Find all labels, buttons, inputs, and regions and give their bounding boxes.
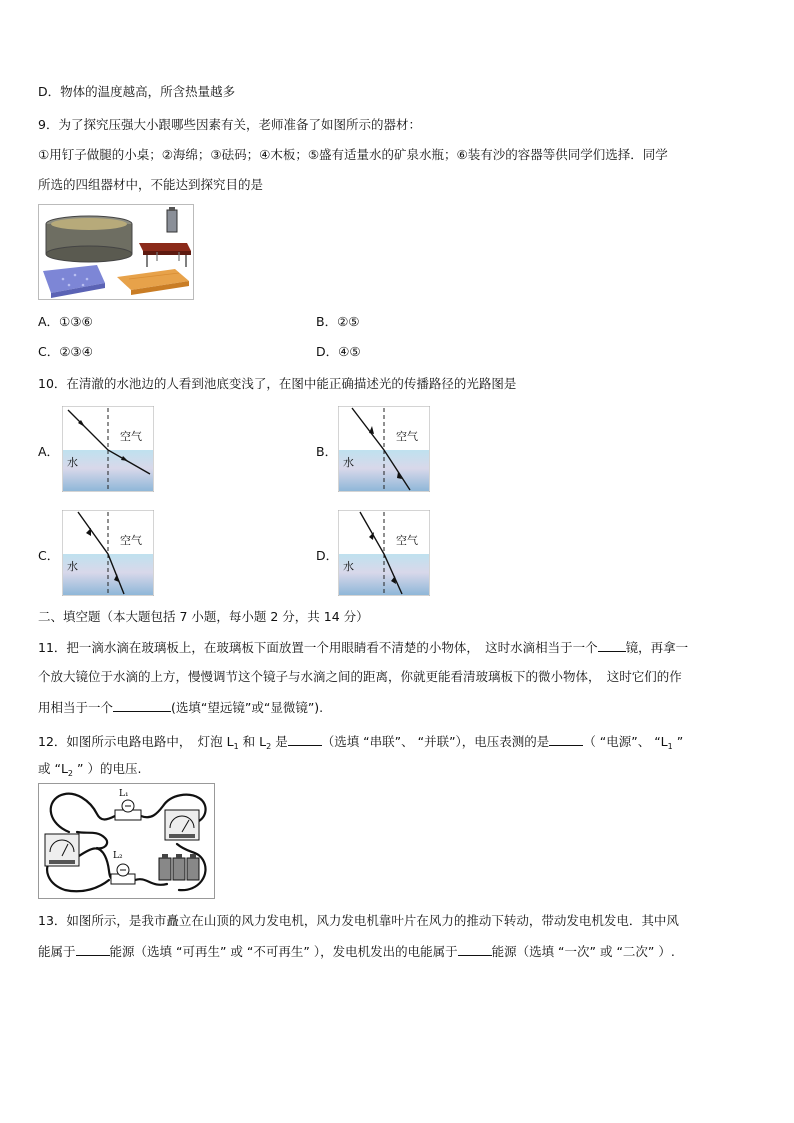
q13-blank-1[interactable] (76, 943, 110, 956)
q11-text-3b: (选填“望远镜”或“显微镜”). (171, 700, 324, 715)
q12-text-4: （选填 “串联”、 “并联”），电压表测的是 (321, 734, 550, 749)
q13-blank-2[interactable] (458, 943, 492, 956)
meter-icon (45, 834, 79, 866)
sand-container-icon (46, 216, 132, 262)
q11-text-1b: 镜，再拿一 (625, 640, 689, 655)
q12-text-5: （ “电源”、 “L (583, 734, 668, 749)
q12-text-7: 或 “L (38, 761, 68, 776)
q10-c-air-label: 空气 (120, 534, 142, 547)
q10-diagram-b (338, 406, 430, 492)
q11-blank-1[interactable] (598, 639, 626, 652)
q11-line-1 (38, 639, 688, 656)
q11-line-2: 个放大镜位于水滴的上方，慢慢调节这个镜子与水滴之间的距离，你就更能看清玻璃板下的微小物体， 这时它们的作 (38, 669, 682, 684)
q12-sub-1: 1 (233, 742, 239, 751)
q12-sub-2: 2 (266, 742, 272, 751)
q9-stem-line-3: 所选的四组器材中，不能达到探究目的是 (38, 177, 264, 192)
q10-stem: 10．在清澈的水池边的人看到池底变浅了，在图中能正确描述光的传播路径的光路图是 (38, 376, 517, 391)
sponge-icon (43, 265, 105, 298)
q13-text-2: 能源（选填 “可再生” 或 “不可再生” ），发电机发出的电能属于 (109, 944, 458, 959)
q13-line-2 (38, 943, 675, 960)
voltmeter-icon (165, 810, 199, 840)
q12-text-2: 和 L (238, 734, 267, 749)
q9-stem-line-1: 9．为了探究压强大小跟哪些因素有关，老师准备了如图所示的器材： (38, 117, 421, 132)
q10-d-water-label: 水 (343, 560, 354, 573)
q12-text-6: ” (672, 734, 684, 749)
q13-text-3: 能源（选填 “一次” 或 “二次” ）. (491, 944, 675, 959)
q12-blank-1[interactable] (288, 733, 322, 746)
q12-sub-3: 1 (667, 742, 673, 751)
q11-text-3a: 用相当于一个 (38, 700, 114, 715)
q13-line-1: 13．如图所示，是我市矗立在山顶的风力发电机，风力发电机靠叶片在风力的推动下转动，带动发电机发电．其中风 (38, 913, 679, 928)
q12-text-1: 12．如图所示电路电路中， 灯泡 L (38, 734, 234, 749)
q12-blank-2[interactable] (549, 733, 583, 746)
q9-option-a: A．①③⑥ (38, 314, 93, 329)
q10-option-a-label: A． (38, 444, 60, 459)
q9-option-b: B．②⑤ (316, 314, 360, 329)
q11-line-3 (38, 699, 323, 716)
q13-text-1: 能属于 (38, 944, 76, 959)
q10-option-b-label: B． (316, 444, 338, 459)
bulb-l2-icon (111, 864, 135, 884)
q9-option-c: C．②③④ (38, 344, 93, 359)
q10-b-air-label: 空气 (396, 430, 418, 443)
nail-table-icon (139, 243, 191, 267)
q10-a-air-label: 空气 (120, 430, 142, 443)
q10-option-d-label: D． (316, 548, 339, 563)
weight-icon (167, 207, 177, 232)
q10-option-c-label: C． (38, 548, 60, 563)
q12-sub-4: 2 (67, 769, 74, 778)
q10-d-air-label: 空气 (396, 534, 418, 547)
section-2-title: 二、填空题（本大题包括 7 小题，每小题 2 分，共 14 分） (38, 609, 369, 624)
q10-a-water-label: 水 (67, 456, 78, 469)
bulb-l1-icon (115, 800, 141, 820)
q9-option-d: D．④⑤ (316, 344, 361, 359)
q10-c-water-label: 水 (67, 560, 78, 573)
q12-circuit-figure (38, 783, 215, 899)
q9-stem-line-2: ①用钉子做腿的小桌；②海绵；③砝码；④木板；⑤盛有适量水的矿泉水瓶；⑥装有沙的容器等供同学们选择．同学 (38, 147, 668, 162)
q10-b-water-label: 水 (343, 456, 354, 469)
q11-text-1a: 11．把一滴水滴在玻璃板上，在玻璃板下面放置一个用眼睛看不清楚的小物体， 这时水滴相当于一个 (38, 640, 598, 655)
q11-blank-2[interactable] (113, 699, 171, 712)
q12-line-1 (38, 733, 683, 755)
q8-option-d: D．物体的温度越高，所含热量越多 (38, 84, 236, 99)
l1-label: L₁ (119, 789, 129, 799)
q12-line-2 (38, 761, 141, 782)
q12-text-3: 是 (271, 734, 288, 749)
q10-diagram-d (338, 510, 430, 596)
battery-icon (159, 854, 199, 880)
q9-equipment-figure (38, 204, 194, 300)
q10-diagram-a (62, 406, 154, 492)
wood-board-icon (117, 269, 189, 295)
l2-label: L₂ (113, 851, 123, 861)
q12-text-8: ” ）的电压. (73, 761, 142, 776)
q10-diagram-c (62, 510, 154, 596)
